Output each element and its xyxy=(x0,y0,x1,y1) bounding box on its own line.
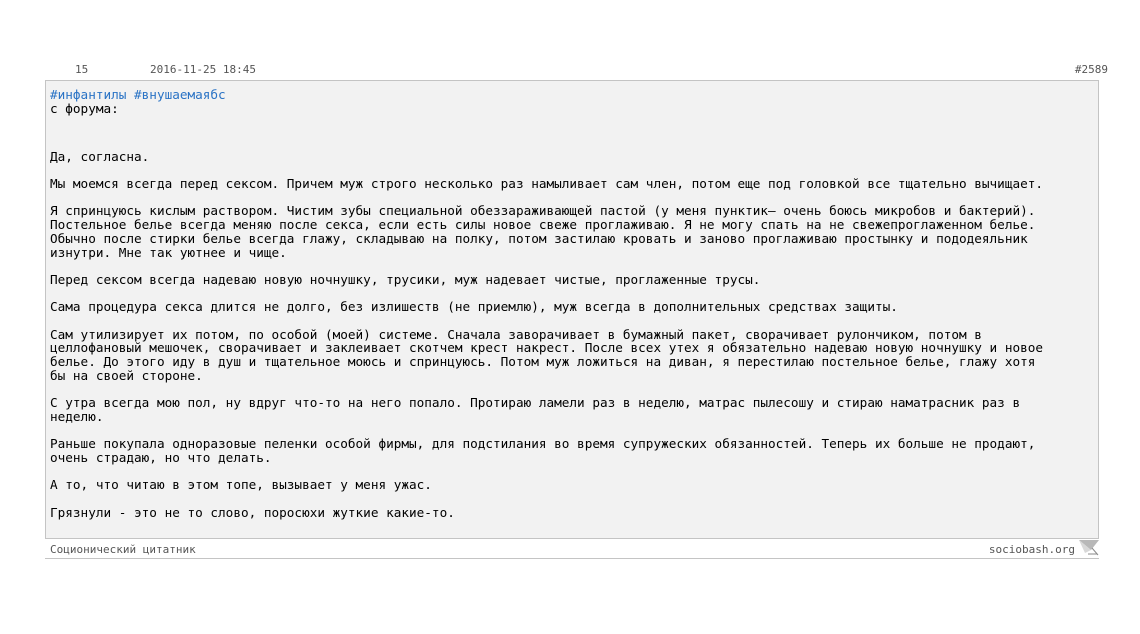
quote-id-link[interactable]: #2589 xyxy=(1074,63,1108,76)
quote-footer xyxy=(45,540,1099,559)
quote-paragraph: Перед сексом всегда надеваю новую ночнушку, трусики, муж надевает чистые, проглаженные трусы. xyxy=(50,271,761,287)
site-url-link[interactable]: sociobash.org xyxy=(988,543,1075,556)
quote-paragraph: Сама процедура секса длится не долго, без излишеств (не приемлю), муж всегда в дополнительных средствах защиты. xyxy=(50,299,898,315)
quote-intro: с форума: xyxy=(50,101,119,116)
quote-paragraph: Да, согласна. xyxy=(50,148,150,164)
page-corner-icon[interactable] xyxy=(1079,540,1099,558)
quote-paragraph: Грязнули - это не то слово, поросюхи жуткие какие-то. xyxy=(50,504,455,520)
tag-list xyxy=(50,87,1094,102)
quote-paragraph: Сам утилизирует их потом, по особой (моей) системе. Сначала заворачивает в бумажный пакет, сворачивает рулончиком, потом в целлофановый мешочек, сворачивает и заклеивает скотчем крест накрест. После всех утех я обязательно надеваю новую ночнушку и новое белье. До этого иду в душ и тщательное моюсь и спринцуюсь. Потом муж ложиться на диван, я перестилаю постельное белье, глажу хотя бы на своей стороне. xyxy=(50,326,1044,383)
tag-link-infantily[interactable]: #инфантилы xyxy=(50,87,127,102)
quote-date: 2016-11-25 18:45 xyxy=(150,63,256,76)
tag-link-vnushaemayabs[interactable]: #внушаемаябс xyxy=(134,87,226,102)
quote-paragraph: С утра всегда мою пол, ну вдруг что-то на него попало. Протираю ламели раз в неделю, матрас пылесошу и стираю наматрасник раз в неделю. xyxy=(50,395,1021,424)
quote-paragraph: Мы моемся всегда перед сексом. Причем муж строго несколько раз намыливает сам член, потом еще под головкой все тщательно вычищает. xyxy=(50,176,1044,192)
site-name: Соционический цитатник xyxy=(50,543,196,556)
vote-count: 15 xyxy=(75,63,89,76)
quote-paragraph: Я спринцуюсь кислым раствором. Чистим зубы специальной обеззараживающей пастой (у меня пунктик– очень боюсь микробов и бактерий). Постельное белье всегда меняю после секса, если есть силы новое свеже проглаживаю. Я не могу спать на не свежепроглаженном белье. Обычно после стирки белье всегда глажу, складываю на полку, потом застилаю кровать и заново проглаживаю простынку и пододеяльник изнутри. Мне так уютнее и чище. xyxy=(50,203,1036,260)
quote-paragraph: Раньше покупала одноразовые пеленки особой фирмы, для подстилания во время супружеских обязанностей. Теперь их больше не продают, очень страдаю, но что делать. xyxy=(50,436,1036,466)
quote-body xyxy=(45,80,1099,539)
quote-meta xyxy=(46,62,1108,78)
quote-paragraph: А то, что читаю в этом топе, вызывает у меня ужас. xyxy=(50,477,432,493)
